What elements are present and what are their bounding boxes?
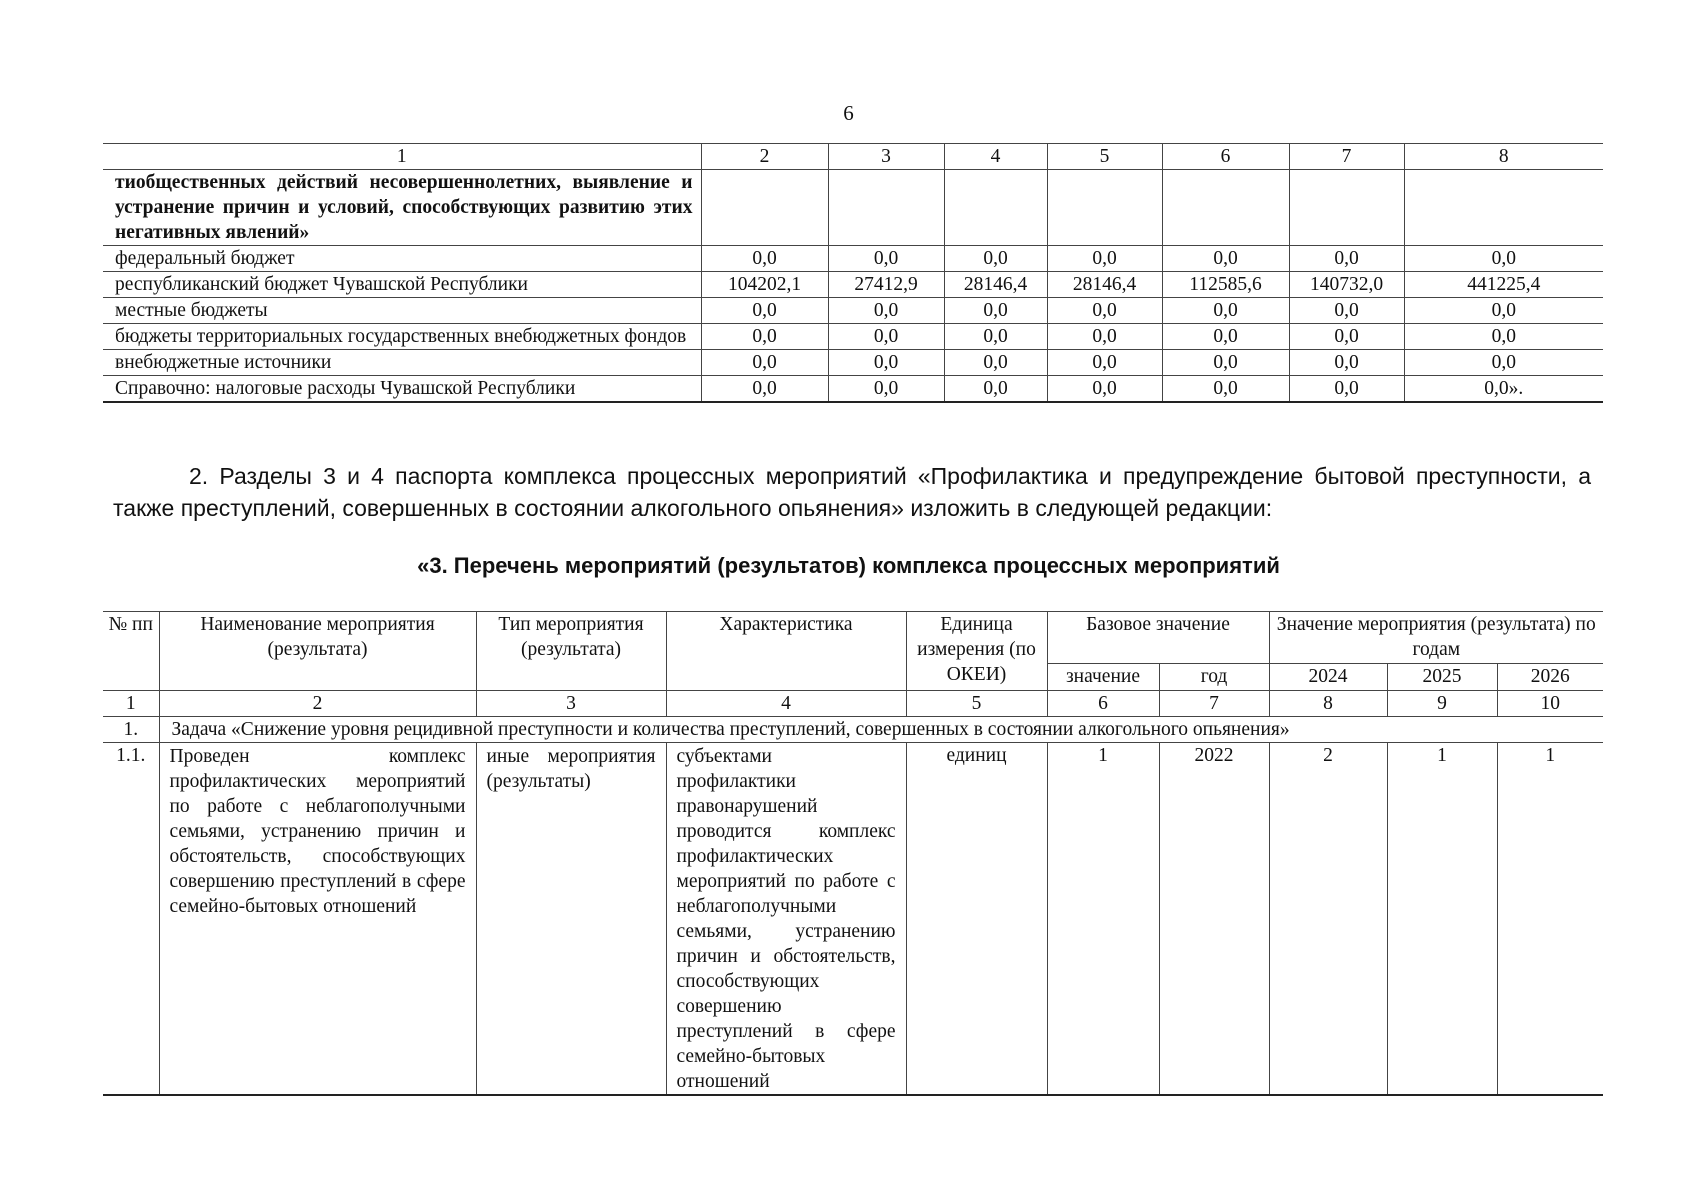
cell-value: 0,0 [944,350,1047,376]
row-label: местные бюджеты [103,298,701,324]
col-number: 7 [1159,691,1269,717]
header-type: Тип мероприятия (результата) [476,612,666,691]
row-characteristic: субъектами профилактики правонарушений проводится комплекс профилактических мероприятий по работе с неблагополучными семьями, устранению причин и обстоятельств, способствующих совершению преступлений в сфере семейно-бытовых отношений [666,743,906,1096]
cell-value: 0,0 [1289,350,1404,376]
header-by-years: Значение мероприятия (результата) по годам [1269,612,1603,664]
col-number: 8 [1404,144,1603,170]
cell-value: 0,0 [1047,324,1162,350]
col-number: 1 [103,144,701,170]
header-base-year: год [1159,664,1269,691]
task-text: Задача «Снижение уровня рецидивной преступности и количества преступлений, совершенных в состоянии алкогольного опьянения» [159,717,1603,743]
row-base-year: 2022 [1159,743,1269,1096]
cell-value: 0,0 [828,246,944,272]
cell-value: 0,0 [1404,246,1603,272]
col-number: 10 [1497,691,1603,717]
cell-value: 0,0 [1162,376,1289,403]
cell-value: 0,0 [944,376,1047,403]
cell-value: 0,0 [1047,376,1162,403]
cell-value: 0,0». [1404,376,1603,403]
cell-value: 0,0 [828,376,944,403]
cell-value: 0,0 [1162,298,1289,324]
amendment-paragraph [113,460,1591,524]
continued-title: тиобщественных действий несовершеннолетних, выявление и устранение причин и условий, способствующих развитию этих негативных явлений» [103,170,701,246]
row-label: внебюджетные источники [103,350,701,376]
header-base-value: значение [1047,664,1159,691]
row-num: 1.1. [103,743,159,1096]
header-year-2024: 2024 [1269,664,1387,691]
task-num: 1. [103,717,159,743]
cell-value: 0,0 [1162,350,1289,376]
row-value-2026: 1 [1497,743,1603,1096]
header-unit: Единица измерения (по ОКЕИ) [906,612,1047,691]
cell-value: 0,0 [1047,246,1162,272]
table-row [103,272,1603,298]
col-number: 1 [103,691,159,717]
cell-value: 0,0 [1162,246,1289,272]
row-label: федеральный бюджет [103,246,701,272]
cell-value: 0,0 [1404,298,1603,324]
col-number: 2 [159,691,476,717]
col-number: 4 [944,144,1047,170]
cell-value: 0,0 [1162,324,1289,350]
col-number: 5 [1047,144,1162,170]
row-base-value: 1 [1047,743,1159,1096]
cell-value: 0,0 [1404,350,1603,376]
cell-value: 0,0 [701,350,828,376]
cell-value: 0,0 [701,298,828,324]
header-num: № пп [103,612,159,691]
cell-value: 0,0 [1289,298,1404,324]
col-number: 6 [1162,144,1289,170]
header-year-2025: 2025 [1387,664,1497,691]
cell-value: 112585,6 [1162,272,1289,298]
col-number: 3 [828,144,944,170]
table-row [103,324,1603,350]
table-row [103,170,1603,246]
paragraph-text: 2. Разделы 3 и 4 паспорта комплекса процессных мероприятий «Профилактика и предупреждение бытовой преступности, а также преступлений, совершенных в состоянии алкогольного опьянения» изложить в следующей редакции: [113,463,1591,521]
table-row [103,246,1603,272]
table-row [103,743,1603,1096]
col-number: 3 [476,691,666,717]
cell-value: 0,0 [701,246,828,272]
row-label: республиканский бюджет Чувашской Республики [103,272,701,298]
cell-value: 0,0 [701,376,828,403]
table-row [103,376,1603,403]
col-number: 4 [666,691,906,717]
cell-value: 0,0 [944,298,1047,324]
measures-table [103,611,1603,1096]
cell-value: 0,0 [828,298,944,324]
cell-value: 140732,0 [1289,272,1404,298]
row-value-2025: 1 [1387,743,1497,1096]
cell-value: 0,0 [1047,298,1162,324]
task-row [103,717,1603,743]
header-name: Наименование мероприятия (результата) [159,612,476,691]
col-number: 6 [1047,691,1159,717]
cell-value: 441225,4 [1404,272,1603,298]
cell-value: 0,0 [1047,350,1162,376]
col-number: 7 [1289,144,1404,170]
table-header-row [103,612,1603,664]
cell-value: 0,0 [944,324,1047,350]
cell-value: 0,0 [1289,376,1404,403]
row-value-2024: 2 [1269,743,1387,1096]
cell-value: 27412,9 [828,272,944,298]
row-unit: единиц [906,743,1047,1096]
header-year-2026: 2026 [1497,664,1603,691]
funding-table [103,143,1603,403]
table-row [103,350,1603,376]
cell-value: 0,0 [1289,324,1404,350]
col-number: 9 [1387,691,1497,717]
cell-value: 28146,4 [1047,272,1162,298]
cell-value: 0,0 [701,324,828,350]
cell-value: 0,0 [1289,246,1404,272]
page-number: 6 [843,101,854,125]
header-characteristic: Характеристика [666,612,906,691]
cell-value: 28146,4 [944,272,1047,298]
row-name: Проведен комплекс профилактических мероприятий по работе с неблагополучными семьями, устранению причин и обстоятельств, способствующих совершению преступлений в сфере семейно-бытовых отношений [159,743,476,1096]
column-numbers-row [103,691,1603,717]
row-label: Справочно: налоговые расходы Чувашской Республики [103,376,701,403]
cell-value: 0,0 [944,246,1047,272]
cell-value: 0,0 [828,324,944,350]
funding-table-header [103,144,1603,170]
cell-value: 0,0 [1404,324,1603,350]
col-number: 2 [701,144,828,170]
table-row [103,298,1603,324]
col-number: 5 [906,691,1047,717]
row-type: иные мероприятия (результаты) [476,743,666,1096]
cell-value: 104202,1 [701,272,828,298]
col-number: 8 [1269,691,1387,717]
cell-value: 0,0 [828,350,944,376]
header-base: Базовое значение [1047,612,1269,664]
section-title: «3. Перечень мероприятий (результатов) комплекса процессных мероприятий [417,553,1280,578]
row-label: бюджеты территориальных государственных внебюджетных фондов [103,324,701,350]
